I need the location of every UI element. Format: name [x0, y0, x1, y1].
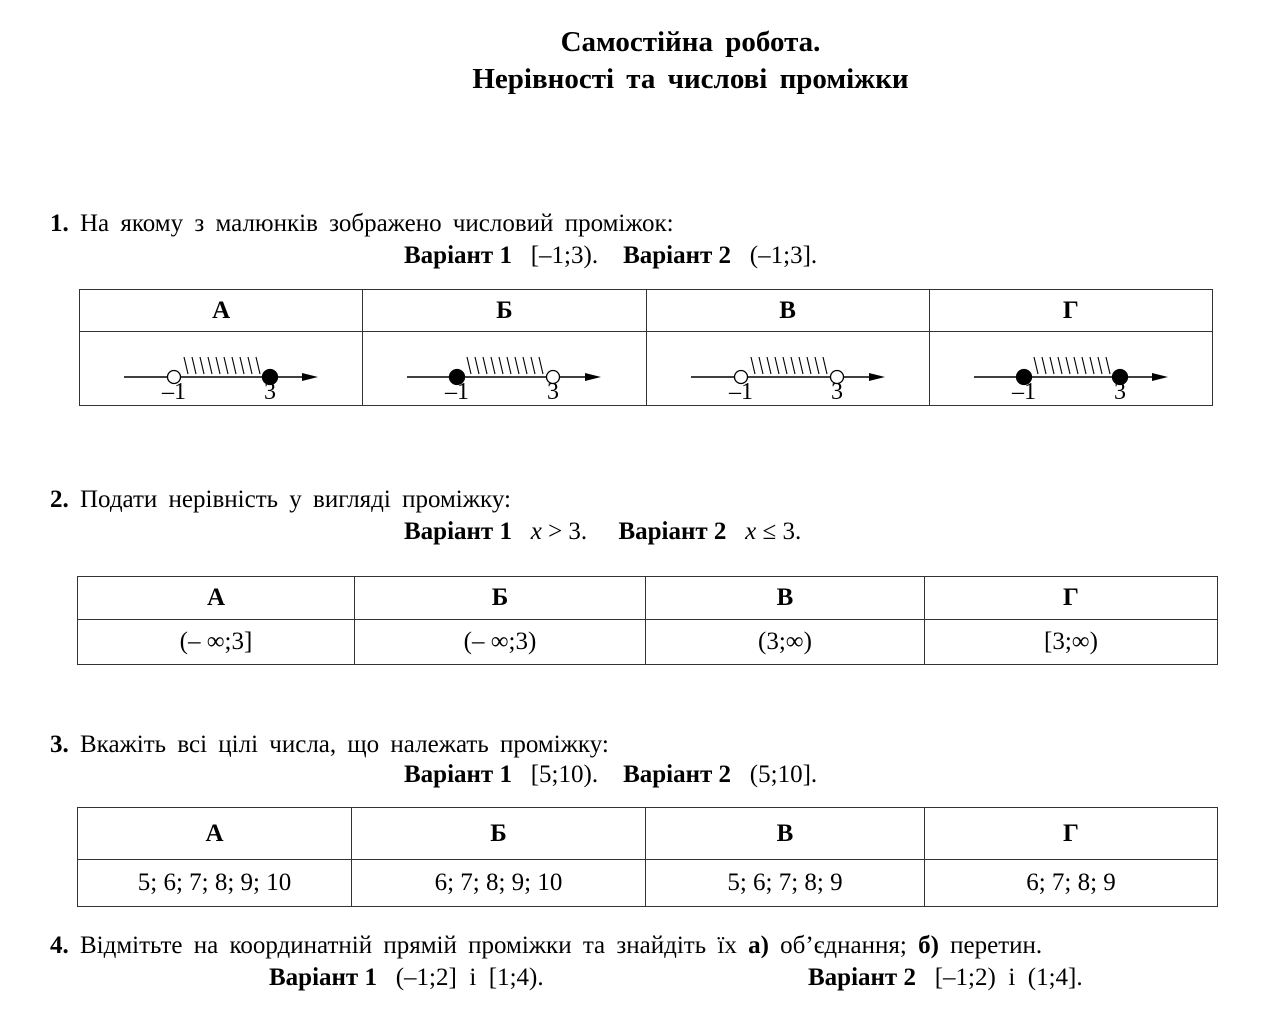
hatch-mark: [1090, 357, 1094, 374]
part-a-text: об’єднання;: [780, 932, 907, 959]
hatch-mark: [767, 357, 771, 374]
hatch-mark: [1058, 357, 1062, 374]
tick-label-left: –1: [162, 378, 187, 401]
variant-2-value: [–1;2) і (1;4].: [934, 964, 1083, 991]
variant-1-label: Варіант 1: [404, 761, 512, 788]
tick-label-left: –1: [728, 378, 753, 401]
hatch-mark: [791, 357, 795, 374]
number-line: [673, 337, 903, 401]
tick-label-right: 3: [547, 378, 560, 401]
q2-variants: [404, 518, 801, 546]
option-cell-v: [646, 332, 929, 406]
option-header-a: А: [78, 577, 355, 620]
variant-2-label: Варіант 2: [808, 964, 916, 991]
hatch-mark: [240, 357, 244, 374]
hatch-mark: [515, 357, 519, 374]
hatch-mark: [1034, 357, 1038, 374]
part-b-text: перетин.: [950, 932, 1043, 959]
option-value-g: 6; 7; 8; 9: [925, 860, 1218, 907]
option-header-b: Б: [363, 290, 646, 332]
q4-variant-2: [808, 964, 1083, 992]
variant-1-value: (–1;2] і [1;4).: [395, 964, 544, 991]
question-number: 3.: [50, 731, 69, 758]
hatch-mark: [232, 357, 236, 374]
hatch-mark: [256, 357, 260, 374]
hatch-mark: [200, 357, 204, 374]
hatch-mark: [531, 357, 535, 374]
hatch-mark: [1050, 357, 1054, 374]
variant-1-label: Варіант 1: [404, 242, 512, 269]
option-value-b: (– ∞;3): [355, 620, 646, 665]
q3-variants: [404, 761, 817, 789]
tick-label-left: –1: [445, 378, 470, 401]
question-text: Відмітьте на координатній прямій проміжки та знайдіть їх: [80, 932, 737, 959]
question-text: Подати нерівність у вигляді проміжку:: [80, 486, 511, 513]
question-3: [50, 731, 609, 759]
hatch-mark: [815, 357, 819, 374]
question-number: 1.: [50, 210, 69, 237]
option-header-v: В: [646, 808, 925, 860]
page-title: Самостійна робота.: [560, 26, 821, 58]
hatch-mark: [184, 357, 188, 374]
variant-1-inequality: > 3.: [541, 518, 588, 545]
hatch-mark: [523, 357, 527, 374]
hatch-mark: [1098, 357, 1102, 374]
option-cell-g: [929, 332, 1212, 406]
option-header-b: Б: [352, 808, 646, 860]
option-value-v: 5; 6; 7; 8; 9: [646, 860, 925, 907]
option-header-a: А: [80, 290, 363, 332]
option-header-g: Г: [929, 290, 1212, 332]
option-value-a: (– ∞;3]: [78, 620, 355, 665]
q4-variant-1: [269, 964, 544, 992]
option-value-g: [3;∞): [925, 620, 1218, 665]
variant-1-value: [–1;3).: [530, 242, 599, 269]
hatch-mark: [775, 357, 779, 374]
variant-1-label: Варіант 1: [269, 964, 377, 991]
number-line: [956, 337, 1186, 401]
tick-label-right: 3: [1113, 378, 1126, 401]
hatch-mark: [807, 357, 811, 374]
hatch-mark: [751, 357, 755, 374]
variant-2-label: Варіант 2: [618, 518, 727, 545]
variant-2-variable: x: [745, 518, 757, 545]
axis-arrow-icon: [302, 373, 318, 381]
hatch-mark: [507, 357, 511, 374]
hatch-mark: [248, 357, 252, 374]
tick-label-right: 3: [264, 378, 277, 401]
hatch-mark: [759, 357, 763, 374]
q3-options-table: [77, 807, 1218, 907]
question-text: Вкажіть всі цілі числа, що належать проміжку:: [80, 731, 609, 758]
hatch-mark: [483, 357, 487, 374]
variant-2-value: (–1;3].: [749, 242, 818, 269]
axis-arrow-icon: [585, 373, 601, 381]
question-number: 4.: [50, 932, 69, 959]
hatch-mark: [192, 357, 196, 374]
variant-2-label: Варіант 2: [623, 761, 732, 788]
hatch-mark: [1082, 357, 1086, 374]
option-header-b: Б: [355, 577, 646, 620]
hatch-mark: [1106, 357, 1110, 374]
number-line: [106, 337, 336, 401]
option-header-v: В: [646, 577, 925, 620]
hatch-mark: [1074, 357, 1078, 374]
hatch-mark: [539, 357, 543, 374]
option-cell-b: [363, 332, 646, 406]
part-b-label: б): [918, 932, 939, 959]
variant-2-inequality: ≤ 3.: [756, 518, 802, 545]
hatch-mark: [208, 357, 212, 374]
question-2: [50, 486, 511, 514]
question-number: 2.: [50, 486, 69, 513]
question-1: [50, 210, 674, 238]
variant-1-label: Варіант 1: [404, 518, 512, 545]
question-4: [50, 932, 1042, 960]
q2-options-table: [77, 576, 1218, 665]
option-value-v: (3;∞): [646, 620, 925, 665]
number-line: [389, 337, 619, 401]
hatch-mark: [475, 357, 479, 374]
variant-1-value: [5;10).: [530, 761, 599, 788]
hatch-mark: [216, 357, 220, 374]
option-header-g: Г: [925, 577, 1218, 620]
hatch-mark: [799, 357, 803, 374]
q1-variants: [404, 242, 817, 270]
tick-label-right: 3: [830, 378, 843, 401]
option-value-b: 6; 7; 8; 9; 10: [352, 860, 646, 907]
axis-arrow-icon: [869, 373, 885, 381]
variant-1-variable: x: [530, 518, 542, 545]
variant-2-value: (5;10].: [749, 761, 818, 788]
question-text: На якому з малюнків зображено числовий проміжок:: [80, 210, 674, 237]
hatch-mark: [1066, 357, 1070, 374]
hatch-mark: [499, 357, 503, 374]
option-value-a: 5; 6; 7; 8; 9; 10: [78, 860, 352, 907]
hatch-mark: [783, 357, 787, 374]
hatch-mark: [224, 357, 228, 374]
option-header-g: Г: [925, 808, 1218, 860]
q1-options-table: [79, 289, 1213, 406]
page-subtitle: Нерівності та числові проміжки: [472, 63, 909, 95]
variant-2-label: Варіант 2: [623, 242, 732, 269]
hatch-mark: [823, 357, 827, 374]
tick-label-left: –1: [1011, 378, 1036, 401]
part-a-label: а): [748, 932, 769, 959]
option-cell-a: [80, 332, 363, 406]
axis-arrow-icon: [1152, 373, 1168, 381]
option-header-v: В: [646, 290, 929, 332]
hatch-mark: [467, 357, 471, 374]
hatch-mark: [491, 357, 495, 374]
hatch-mark: [1042, 357, 1046, 374]
option-header-a: А: [78, 808, 352, 860]
